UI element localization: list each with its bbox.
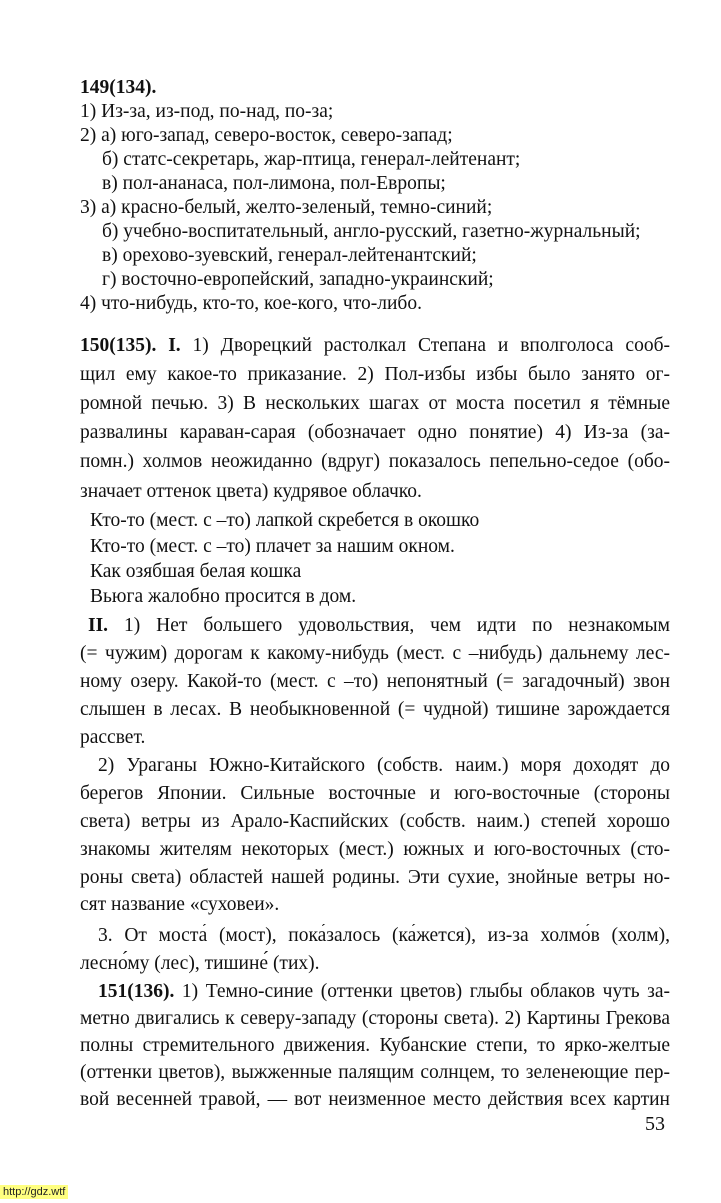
text-line: лесно́му (лес), тишине́ (тих). [80,953,320,974]
exercise-title: 150(135). I. [80,335,181,356]
text-line: (оттенки цветов), выжженные палящим солнцем, то зеленеющие пер- [80,1062,670,1083]
text-line: развалины караван-сарая (обозначает одно понятие) 4) Из-за (за- [80,422,670,443]
text-line [88,614,670,638]
watermark-link[interactable]: http://gdz.wtf [0,1185,68,1199]
text-line: рассвет. [80,727,146,748]
text-line: 4) что-нибудь, кто-то, кое-кого, что-либо. [80,293,422,314]
text-line: в) пол-ананаса, пол-лимона, пол-Европы; [102,173,446,194]
page-number: 53 [645,1113,665,1135]
text-line: метно двигались к северу-западу (стороны света). 2) Картины Грекова [80,1008,670,1029]
text-line: ному озеру. Какой-то (мест. с –то) непонятный (= загадочный) звон [80,671,670,692]
exercise-title: 149(134). [80,77,157,98]
text-line: 3) а) красно-белый, желто-зеленый, темно-синий; [80,197,493,218]
text-line: щил ему какое-то приказание. 2) Пол-избы избы было занято ог- [80,364,670,385]
text-line: значает оттенок цвета) кудрявое облачко. [80,481,422,502]
text-line: сят название «суховеи». [80,894,280,915]
text-line: вой весенней травой, — вот неизменное место действия всех картин [80,1089,670,1110]
text-line: роны света) областей нашей родины. Эти сухие, знойные ветры но- [80,867,670,888]
poem-line: Кто-то (мест. с –то) плачет за нашим окном. [90,536,455,557]
poem-line: Кто-то (мест. с –то) лапкой скребется в окошко [90,510,480,531]
text-line: знакомы жителям некоторых (мест.) южных и юго-восточных (сто- [80,839,670,860]
text-line: берегов Японии. Сильные восточные и юго-восточные (стороны [80,783,670,804]
text-line: ромной печью. 3) В нескольких шагах от моста посетил я тёмные [80,393,670,414]
text-line: б) учебно-воспитательный, англо-русский, газетно-журнальный; [102,221,641,242]
text-line: помн.) холмов неожиданно (вдруг) показалось пепельно-седое (обо- [80,451,670,472]
text-line: 3. От моста́ (мост), пока́залось (ка́жется), из-за холмо́в (холм), [98,925,670,946]
text-line: 2) а) юго-запад, северо-восток, северо-запад; [80,125,453,146]
text-line: полны стремительного движения. Кубанские степи, то ярко-желтые [80,1035,670,1056]
text-line: г) восточно-европейский, западно-украинский; [102,269,494,290]
text: 1) Нет большего удовольствия, чем идти по незнакомым [123,615,670,636]
exercise-title: 151(136). [98,981,175,1002]
text-line: б) статс-секретарь, жар-птица, генерал-лейтенант; [102,149,521,170]
text-line: 1) Из-за, из-под, по-над, по-за; [80,101,334,122]
poem-line: Вьюга жалобно просится в дом. [90,586,357,607]
text-line [98,980,670,1004]
text-line: света) ветры из Арало-Каспийских (собств. наим.) степей хорошо [80,811,670,832]
text-line [80,334,670,358]
part-label: II. [88,615,109,636]
text-line: в) орехово-зуевский, генерал-лейтенантский; [102,245,477,266]
text-line: (= чужим) дорогам к какому-нибудь (мест. с –нибудь) дальнему лес- [80,643,670,664]
text: 1) Дворецкий растолкал Степана и вполголоса сооб- [192,335,670,356]
text-line: слышен в лесах. В необыкновенной (= чудной) тишине зарождается [80,699,670,720]
poem-line: Как озябшая белая кошка [90,561,302,582]
text-line: 2) Ураганы Южно-Китайского (собств. наим.) моря доходят до [98,755,670,776]
text: 1) Темно-синие (оттенки цветов) глыбы облаков чуть за- [181,981,670,1002]
